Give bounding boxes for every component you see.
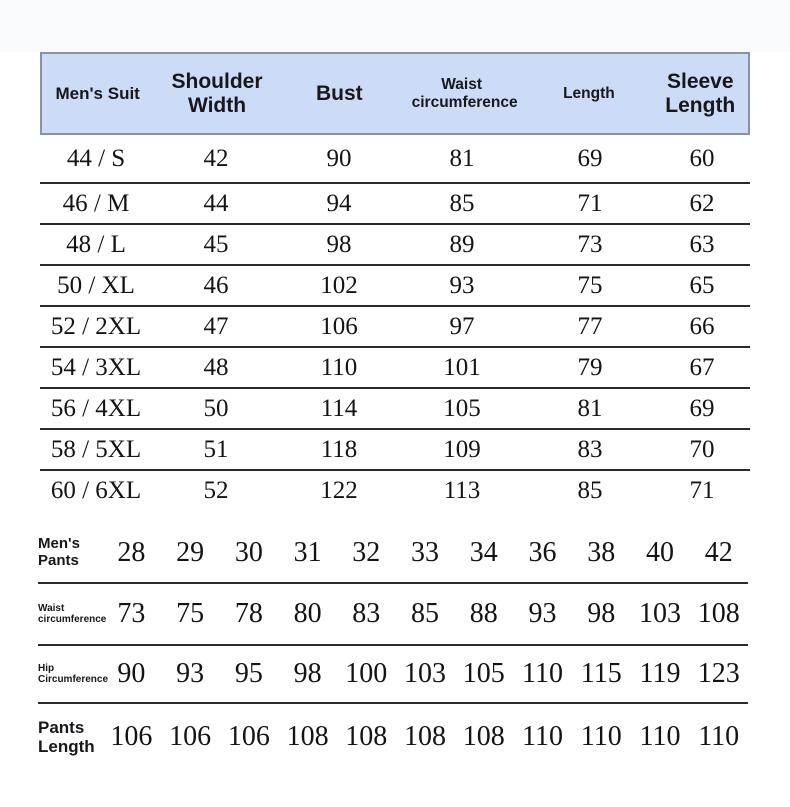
table-cell: 42 xyxy=(203,144,229,172)
table-cell: 36 xyxy=(528,537,557,568)
table-cell: 110 xyxy=(698,721,740,752)
table-cell: 123 xyxy=(697,658,740,689)
table-cell: 81 xyxy=(449,144,475,172)
table-cell: 69 xyxy=(577,144,603,172)
table-cell: 29 xyxy=(176,537,205,568)
suit-table-row xyxy=(40,184,750,225)
table-cell: 40 xyxy=(645,537,674,568)
table-cell: 106 xyxy=(169,721,212,752)
table-cell: 97 xyxy=(449,312,475,340)
table-cell: 110 xyxy=(522,721,563,752)
table-cell: 71 xyxy=(689,476,715,504)
table-cell: 106 xyxy=(110,721,153,752)
size-cell: 46 / M xyxy=(62,189,130,217)
table-cell: 85 xyxy=(411,598,440,629)
header-label: Shoulder Width xyxy=(171,69,263,117)
pants-table-row xyxy=(38,524,748,584)
table-cell: 105 xyxy=(462,658,505,689)
suit-table-row xyxy=(40,225,750,266)
table-cell: 50 xyxy=(203,394,229,422)
header-label: Men's Suit xyxy=(55,83,140,103)
suit-table-row xyxy=(40,389,750,430)
header-cell-waist-circumference xyxy=(398,54,525,133)
table-cell: 71 xyxy=(577,189,603,217)
table-cell: 122 xyxy=(320,476,358,504)
header-cell-length xyxy=(525,54,652,133)
table-cell: 75 xyxy=(577,271,603,299)
mens-suit-size-table xyxy=(40,52,750,510)
table-cell: 81 xyxy=(577,394,603,422)
header-cell-bust xyxy=(281,54,398,133)
size-cell: 54 / 3XL xyxy=(50,353,142,381)
table-cell: 98 xyxy=(326,230,352,258)
table-cell: 48 xyxy=(203,353,229,381)
table-cell: 62 xyxy=(689,189,715,217)
table-cell: 93 xyxy=(176,658,205,689)
table-cell: 110 xyxy=(639,721,681,752)
table-cell: 106 xyxy=(227,721,270,752)
table-cell: 93 xyxy=(528,598,557,629)
table-cell: 33 xyxy=(411,537,440,568)
table-cell: 110 xyxy=(522,658,563,689)
table-cell: 119 xyxy=(639,658,681,689)
table-cell: 46 xyxy=(203,271,229,299)
row-label: Waist circumference xyxy=(38,602,107,625)
table-cell: 51 xyxy=(203,435,229,463)
table-cell: 85 xyxy=(577,476,603,504)
table-cell: 52 xyxy=(203,476,229,504)
size-cell: 58 / 5XL xyxy=(50,435,142,463)
table-cell: 32 xyxy=(352,537,381,568)
table-cell: 90 xyxy=(326,144,352,172)
header-cell-mens-suit xyxy=(42,54,153,133)
table-cell: 114 xyxy=(320,394,358,422)
header-label: Length xyxy=(563,84,615,102)
header-label: Sleeve Length xyxy=(665,69,736,117)
header-label: Bust xyxy=(315,81,363,105)
header-cell-shoulder-width xyxy=(153,54,280,133)
table-cell: 118 xyxy=(320,435,358,463)
size-cell: 60 / 6XL xyxy=(50,476,142,504)
table-cell: 94 xyxy=(326,189,352,217)
table-cell: 108 xyxy=(697,598,740,629)
suit-table-header-row xyxy=(40,52,750,135)
table-cell: 105 xyxy=(443,394,481,422)
header-cell-sleeve-length xyxy=(653,54,748,133)
table-cell: 110 xyxy=(580,721,622,752)
table-cell: 98 xyxy=(587,598,616,629)
table-cell: 108 xyxy=(286,721,329,752)
table-cell: 78 xyxy=(234,598,263,629)
table-cell: 77 xyxy=(577,312,603,340)
top-band xyxy=(0,0,790,52)
suit-table-row xyxy=(40,307,750,348)
size-cell: 50 / XL xyxy=(57,271,135,299)
suit-table-row xyxy=(40,430,750,471)
table-cell: 108 xyxy=(345,721,388,752)
table-cell: 75 xyxy=(176,598,205,629)
suit-table-row xyxy=(40,266,750,307)
mens-pants-size-table xyxy=(38,524,748,770)
size-cell: 44 / S xyxy=(66,144,126,172)
table-cell: 110 xyxy=(320,353,358,381)
row-label: Pants Length xyxy=(38,717,95,756)
pants-table-row xyxy=(38,704,748,770)
table-cell: 45 xyxy=(203,230,229,258)
suit-table-row xyxy=(40,135,750,184)
suit-table-row xyxy=(40,471,750,510)
row-label: Hip Circumference xyxy=(38,662,109,685)
size-cell: 56 / 4XL xyxy=(50,394,142,422)
pants-table-row xyxy=(38,584,748,646)
table-cell: 47 xyxy=(203,312,229,340)
table-cell: 69 xyxy=(689,394,715,422)
size-cell: 52 / 2XL xyxy=(50,312,142,340)
table-cell: 113 xyxy=(443,476,481,504)
table-cell: 100 xyxy=(345,658,388,689)
table-cell: 66 xyxy=(689,312,715,340)
table-cell: 93 xyxy=(449,271,475,299)
table-cell: 79 xyxy=(577,353,603,381)
row-label: Men's Pants xyxy=(38,535,80,569)
table-cell: 89 xyxy=(449,230,475,258)
table-cell: 60 xyxy=(689,144,715,172)
table-cell: 34 xyxy=(469,537,498,568)
table-cell: 73 xyxy=(117,598,146,629)
pants-table-row xyxy=(38,646,748,704)
table-cell: 73 xyxy=(577,230,603,258)
table-cell: 108 xyxy=(404,721,447,752)
table-cell: 108 xyxy=(462,721,505,752)
table-cell: 103 xyxy=(404,658,447,689)
table-cell: 95 xyxy=(234,658,263,689)
table-cell: 83 xyxy=(577,435,603,463)
size-cell: 48 / L xyxy=(66,230,126,258)
table-cell: 88 xyxy=(469,598,498,629)
table-cell: 109 xyxy=(443,435,481,463)
table-cell: 67 xyxy=(689,353,715,381)
table-cell: 103 xyxy=(638,598,681,629)
table-cell: 83 xyxy=(352,598,381,629)
table-cell: 28 xyxy=(117,537,146,568)
table-cell: 101 xyxy=(443,353,481,381)
table-cell: 85 xyxy=(449,189,475,217)
table-cell: 115 xyxy=(580,658,622,689)
table-cell: 63 xyxy=(689,230,715,258)
header-label: Waist circumference xyxy=(411,76,518,111)
table-cell: 65 xyxy=(689,271,715,299)
table-cell: 30 xyxy=(234,537,263,568)
table-cell: 102 xyxy=(320,271,358,299)
table-cell: 44 xyxy=(203,189,229,217)
table-cell: 90 xyxy=(117,658,146,689)
table-cell: 98 xyxy=(293,658,322,689)
table-cell: 70 xyxy=(689,435,715,463)
table-cell: 80 xyxy=(293,598,322,629)
table-cell: 31 xyxy=(293,537,322,568)
table-cell: 42 xyxy=(704,537,733,568)
table-cell: 106 xyxy=(320,312,358,340)
suit-table-row xyxy=(40,348,750,389)
table-cell: 38 xyxy=(587,537,616,568)
